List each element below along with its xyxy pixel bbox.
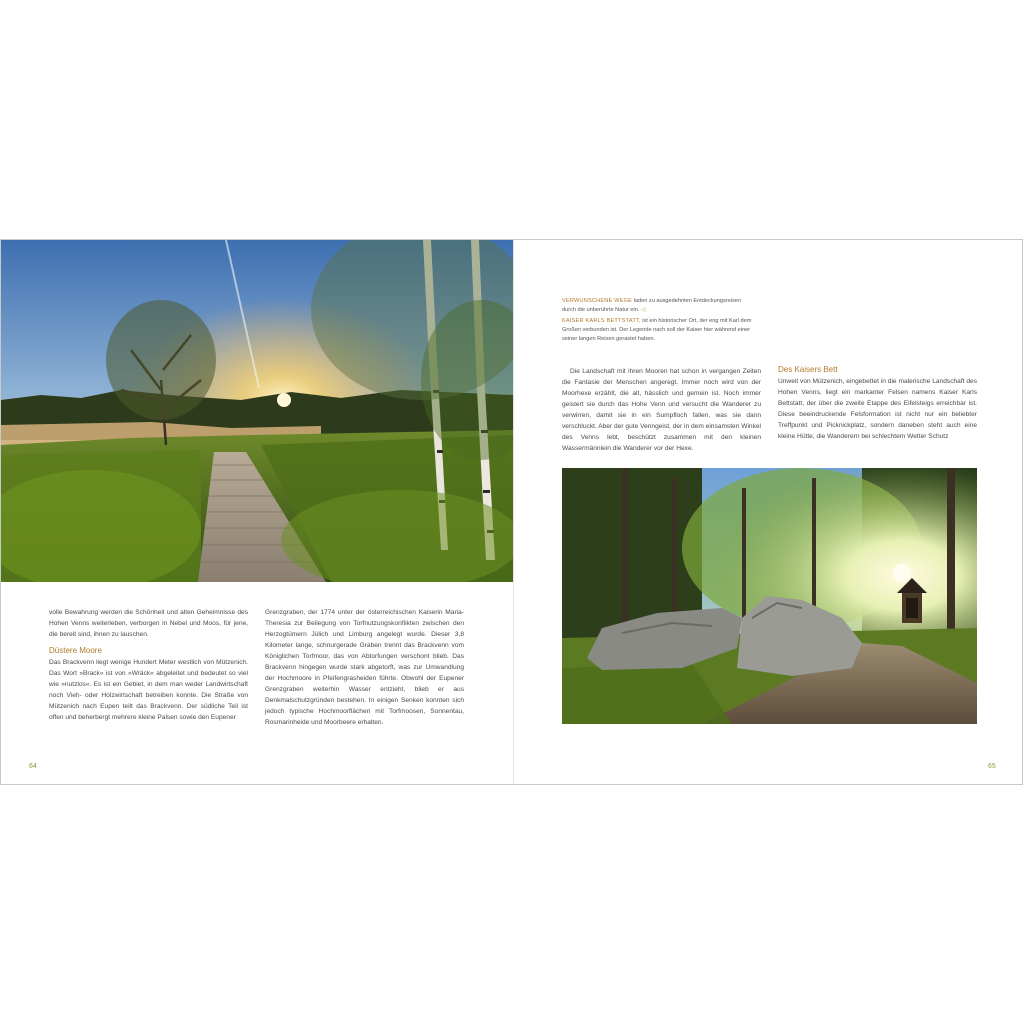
moor-boardwalk-photo [1,240,513,582]
right-column-1 [562,366,761,454]
page-number: 64 [29,763,37,770]
paragraph: Unweit von Mützenich, eingebettet in die malerische Landschaft des Hohen Venns, liegt ein markanter Felsen namens Kaiser Karls Bettstatt, der über die zweite Etappe des Eifelsteigs erreichbar ist. Diese beeindruckende Felsformation ist nicht nur ein beliebter Treffpunkt und Picknickplatz, sondern daneben steht auch eine kleine Hütte, die Wanderern bei schlechtem Wetter Schutz [778,378,977,440]
caption-highlight: KAISER KARLS BETTSTATT, [562,318,641,324]
caption-text: ist ein historischer Ort, der eng mit Karl dem Großen verbunden ist. Der Legende nach soll der Kaiser hier während einer seiner langen Reisen gerastet haben. [562,318,752,342]
paragraph: volle Bewahrung werden die Schönheit und alten Geheimnisse des Hohen Venns weiterleben, verborgen in Nebel und Moos, für jene, die bereit sind, ihnen zu lauschen. [49,609,248,638]
section-heading: Des Kaisers Bett [778,365,838,374]
caption-text: laden zu ausgedehnten Entdeckungsreisen durch die unberührte Natur ein. [562,298,741,313]
left-page [1,240,513,784]
right-page [513,240,1024,784]
left-column-1 [49,607,248,723]
caption-highlight: VERWUNSCHENE WEGE [562,298,633,304]
left-arrow-icon: ◁ [641,307,646,313]
paragraph: Das Brackvenn liegt wenige Hundert Meter westlich von Mützenich. Das Wort »Brack« ist von »Wräck« abgeleitet und bedeutet so viel wie »nutzlos«. Es ist ein Gebiet, in dem man weder Landwirtschaft noch Vieh- oder Holzwirtschaft betreiben konnte. Die Straße von Mützenich nach Eupen teilt das Brackvenn. Der südliche Teil ist offen und beherbergt mehrere kleine Palsen sowie den Eupener [49,659,248,721]
book-spread [0,239,1023,785]
right-column-2 [778,364,977,444]
photo-caption [562,297,752,346]
paragraph: Die Landschaft mit ihren Mooren hat schon in vergangen Zeiten die Fantasie der Menschen angeregt. Immer noch wird von der Moorhexe erzählt, die alt, hässlich und gemein ist. Noch immer geistert sie durch das Hohe Venn und versucht die Wanderer zu verwirren, damit sie in ein Sumpfloch fallen, was sie dann verschluckt. Aber der gute Venngeist, der in dem einsamsten Winkel des Venns lebt, beschützt zusammen mit den kleinen Wassermännlein die Wanderer vor der Hexe. [562,368,762,452]
paragraph: Grenzgraben, der 1774 unter der österreichischen Kaiserin Maria-Theresia zur Beilegung von Torfnutzungskonflikten zwischen den Herzogtümern Jülich und Limburg angelegt wurde. Dieser 3,8 Kilometer lange, schnurgerade Graben trennt das Brackvenn vom Königlichen Torfmoor, das von Abtorfungen verschont blieb. Das Brackvenn hingegen wurde stark abgetorft, was zur Umwandlung der Hochmoore in Pfeifengrasheiden führte. Obwohl der Eupener Grenzgraben weiterhin Wasser entzieht, blieb er aus Denkmalschutzgründen bestehen. In einigen Senken konnten sich jedoch typische Hochmoorflächen mit Torfmoosen, Sonnentau, Rosmarinheide und Moorbeere erhalten. [265,609,464,726]
section-heading: Düstere Moore [49,646,102,655]
left-column-2 [265,607,464,728]
page-number: 65 [988,763,996,770]
kaiser-karls-bettstatt-photo [562,468,977,724]
